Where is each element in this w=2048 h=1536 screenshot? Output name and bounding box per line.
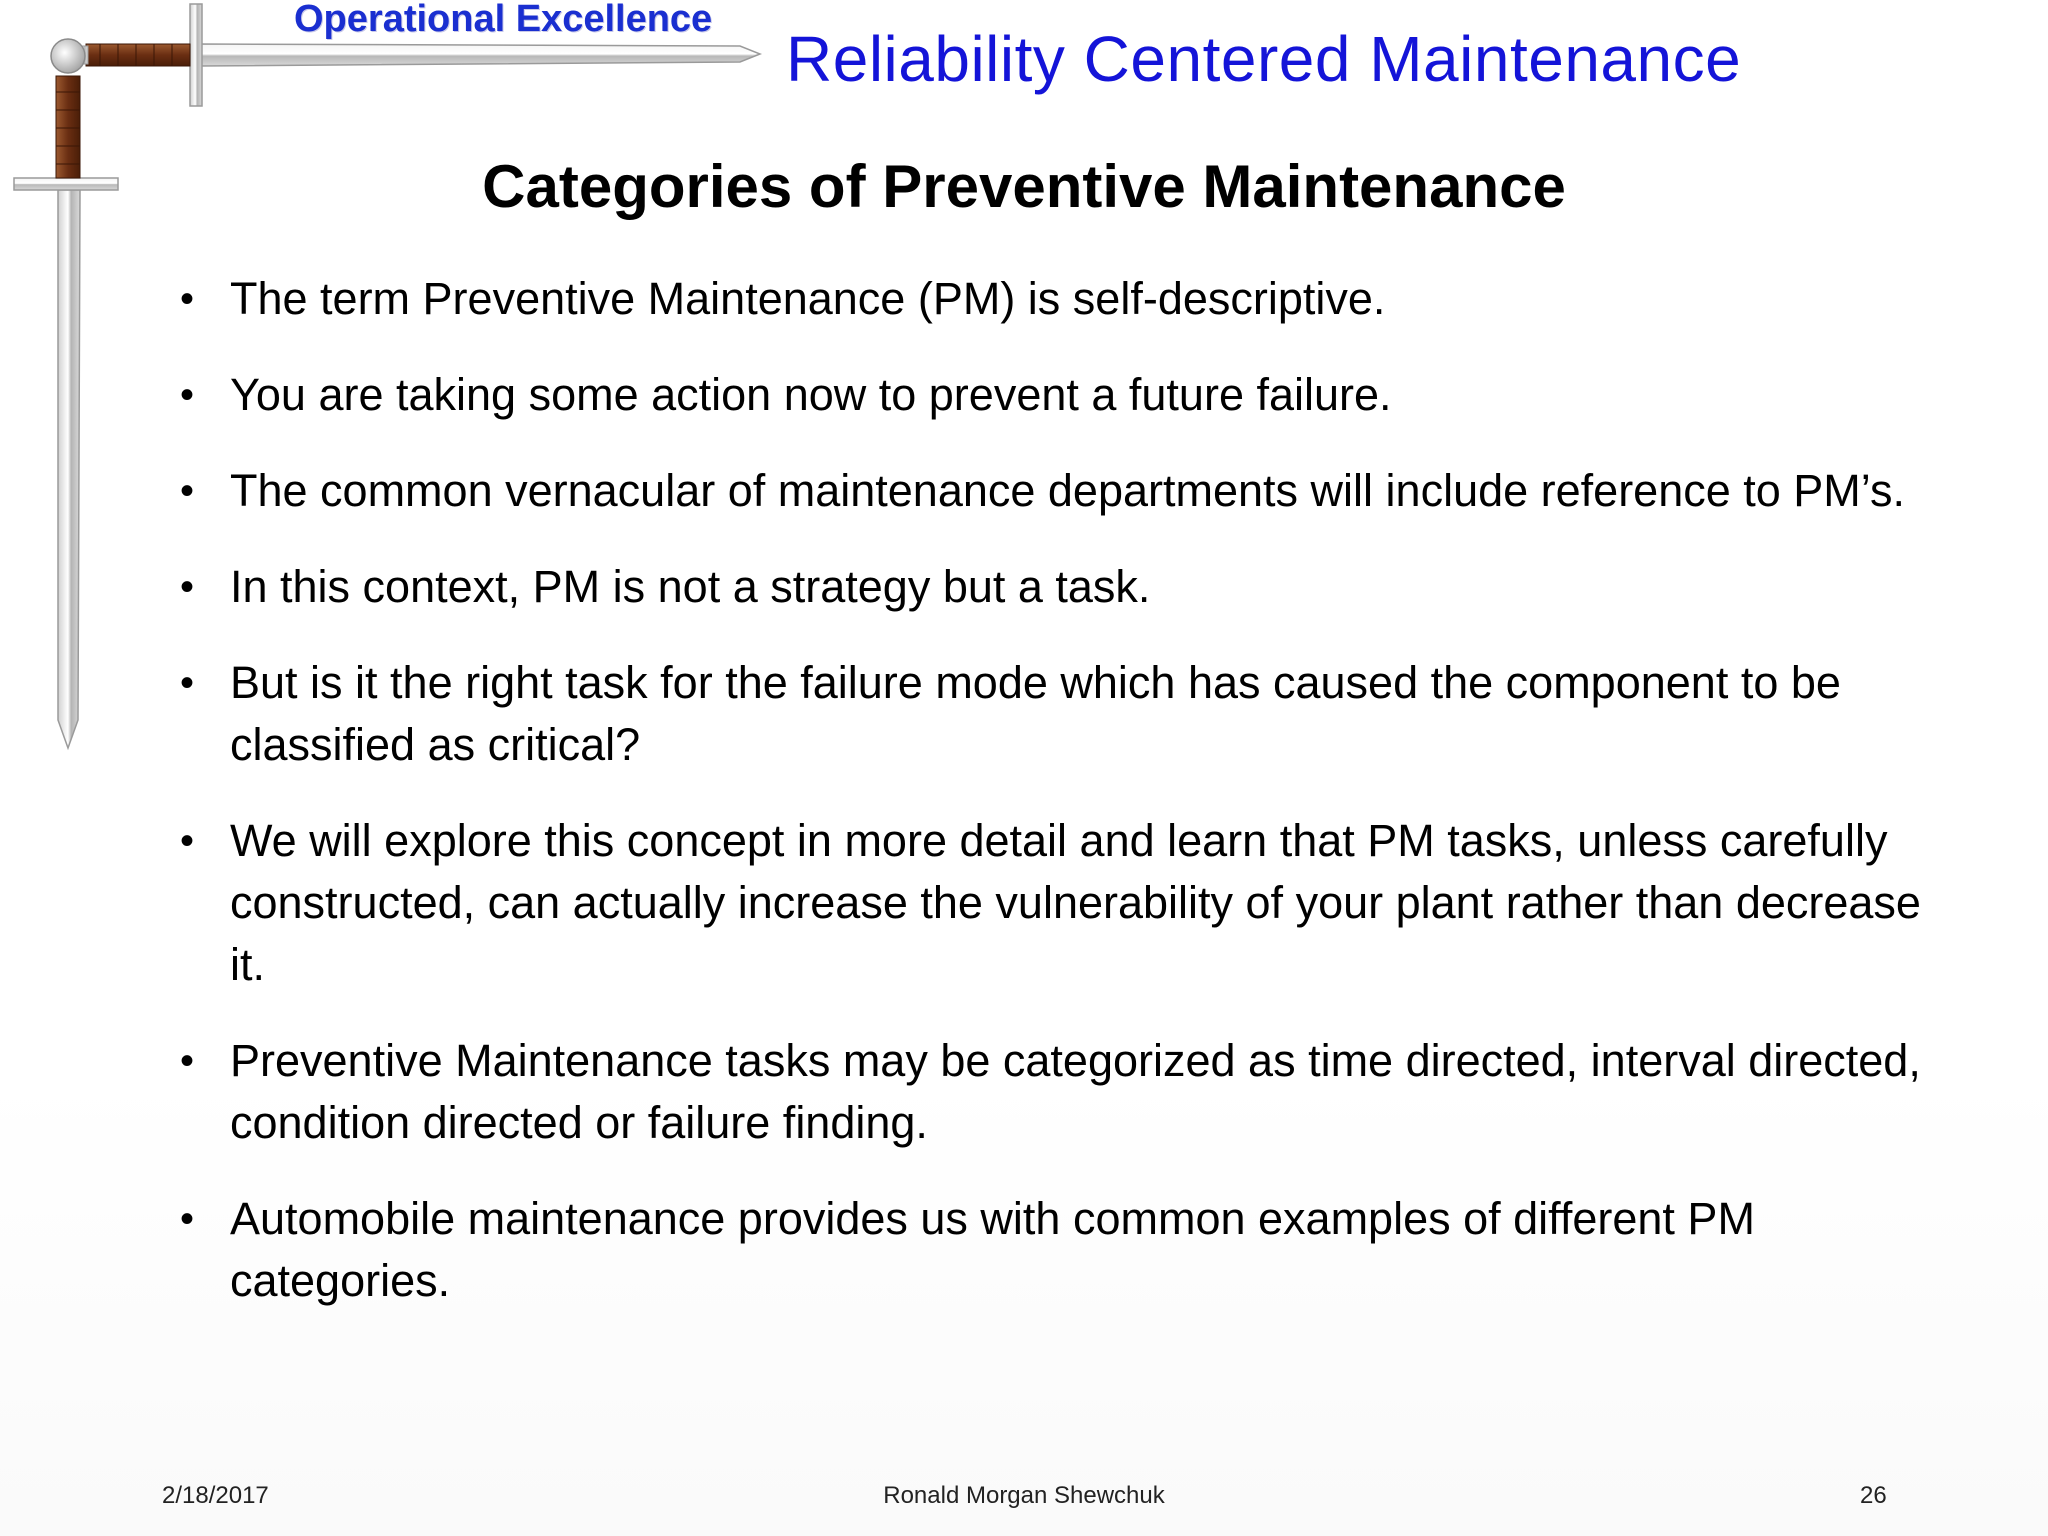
bullet-dot-icon: • <box>180 819 195 863</box>
footer-author: Ronald Morgan Shewchuk <box>883 1482 1165 1509</box>
bullet-item <box>176 1030 1946 1154</box>
bullet-text: Preventive Maintenance tasks may be categorized as time directed, interval directed, condition directed or failure finding. <box>230 1035 1921 1148</box>
bullet-item <box>176 268 1946 330</box>
bullet-dot-icon: • <box>180 661 195 705</box>
bullet-text: The common vernacular of maintenance departments will include reference to PM’s. <box>230 465 1905 516</box>
footer-page-number: 26 <box>1860 1482 1887 1509</box>
bullet-dot-icon: • <box>180 1039 195 1083</box>
bullet-list <box>176 268 1946 1346</box>
bullet-dot-icon: • <box>180 565 195 609</box>
bullet-item <box>176 556 1946 618</box>
footer-date: 2/18/2017 <box>162 1482 269 1509</box>
bullet-text: In this context, PM is not a strategy but a task. <box>230 561 1151 612</box>
bullet-item <box>176 460 1946 522</box>
bullet-item <box>176 364 1946 426</box>
bullet-dot-icon: • <box>180 373 195 417</box>
slide-title: Categories of Preventive Maintenance <box>482 153 1566 220</box>
bullet-dot-icon: • <box>180 277 195 321</box>
brand-label: Operational Excellence <box>294 0 713 40</box>
bullet-dot-icon: • <box>180 469 195 513</box>
bullet-item <box>176 652 1946 776</box>
bullet-text: We will explore this concept in more detail and learn that PM tasks, unless carefully constructed, can actually increase the vulnerability of your plant rather than decrease it. <box>230 815 1921 990</box>
bullet-item <box>176 810 1946 996</box>
bullet-text: But is it the right task for the failure mode which has caused the component to be classified as critical? <box>230 657 1841 770</box>
bullet-text: You are taking some action now to prevent a future failure. <box>230 369 1392 420</box>
bullet-text: The term Preventive Maintenance (PM) is self-descriptive. <box>230 273 1386 324</box>
vertical-sword-icon <box>14 39 118 748</box>
bullet-dot-icon: • <box>180 1197 195 1241</box>
bullet-item <box>176 1188 1946 1312</box>
header-title: Reliability Centered Maintenance <box>786 23 1742 95</box>
bullet-text: Automobile maintenance provides us with common examples of different PM categories. <box>230 1193 1755 1306</box>
